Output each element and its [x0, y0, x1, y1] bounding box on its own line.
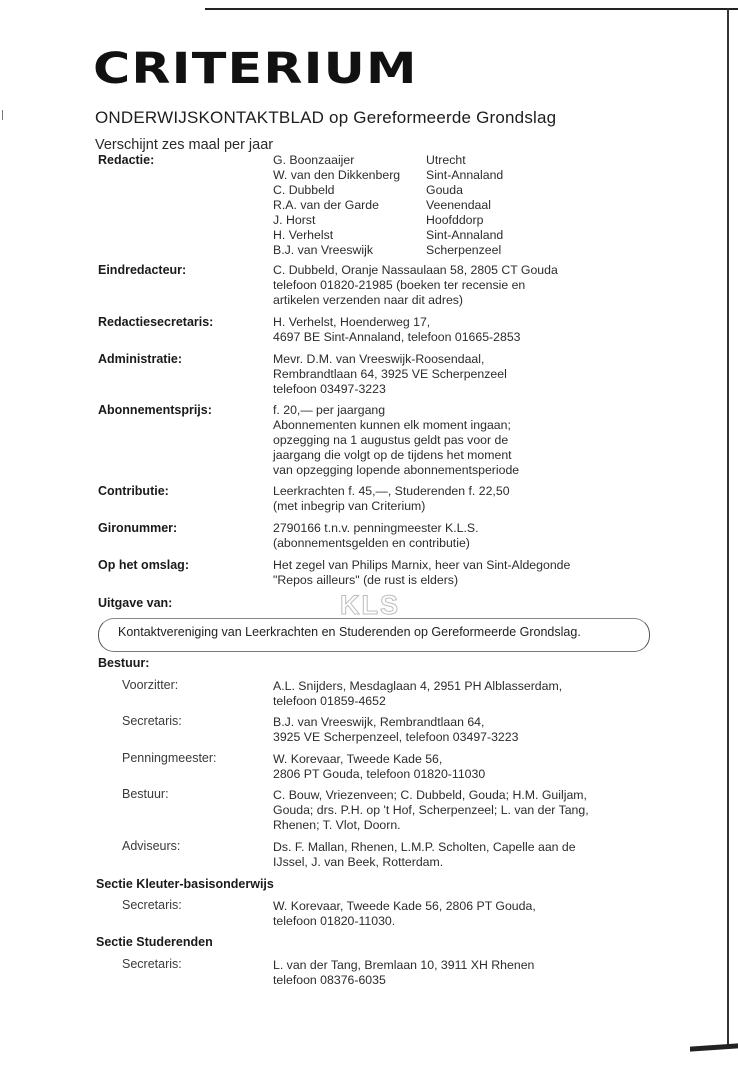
sectie-kleuter-role: Secretaris: — [122, 898, 182, 912]
text-line: IJssel, J. van Beek, Rotterdam. — [273, 855, 444, 869]
sectie-studerenden-heading: Sectie Studerenden — [96, 935, 213, 949]
eindredacteur-value — [273, 263, 558, 308]
gironummer-value — [273, 521, 479, 551]
redactie-name: H. Verhelst — [273, 228, 334, 242]
adviseurs-label: Adviseurs: — [122, 839, 181, 853]
voorzitter-label: Voorzitter: — [122, 678, 179, 692]
redactiesecretaris-label: Redactiesecretaris: — [98, 315, 214, 329]
text-line: C. Bouw, Vriezenveen; C. Dubbeld, Gouda; H.M. Guiljam, — [273, 788, 587, 802]
text-line: (abonnementsgelden en contributie) — [273, 536, 470, 550]
redactie-city: Scherpenzeel — [426, 243, 502, 257]
text-line: van opzegging lopende abonnementsperiode — [273, 463, 520, 477]
omslag-label: Op het omslag: — [98, 558, 189, 572]
text-line: artikelen verzenden naar dit adres) — [273, 293, 464, 307]
text-line: f. 20,— per jaargang — [273, 403, 386, 417]
text-line: Het zegel van Philips Marnix, heer van Sint-Aldegonde — [273, 558, 571, 572]
secretaris-value — [273, 715, 518, 745]
bestuur-members-label: Bestuur: — [122, 787, 169, 801]
text-line: jaargang die volgt op de tijdens het moment — [273, 448, 512, 462]
penningmeester-value — [273, 752, 485, 782]
voorzitter-value — [273, 679, 562, 709]
redactie-name: C. Dubbeld — [273, 183, 335, 197]
text-line: A.L. Snijders, Mesdaglaan 4, 2951 PH Alblasserdam, — [273, 679, 563, 693]
text-line: W. Korevaar, Tweede Kade 56, 2806 PT Gouda, — [273, 899, 536, 913]
penningmeester-label: Penningmeester: — [122, 751, 217, 765]
abonnementsprijs-value — [273, 403, 519, 478]
redactie-name: J. Horst — [273, 213, 316, 227]
page-edge-right — [727, 8, 729, 1048]
adviseurs-value — [273, 840, 576, 870]
text-line: Rhenen; T. Vlot, Doorn. — [273, 818, 401, 832]
publisher-name: Kontaktvereniging van Leerkrachten en Studerenden op Gereformeerde Grondslag. — [118, 625, 581, 639]
redactie-name: B.J. van Vreeswijk — [273, 243, 374, 257]
bestuur-heading: Bestuur: — [98, 656, 150, 670]
text-line: Rembrandtlaan 64, 3925 VE Scherpenzeel — [273, 367, 507, 381]
masthead-subtitle: ONDERWIJSKONTAKTBLAD op Gereformeerde Grondslag — [95, 108, 557, 127]
gironummer-label: Gironummer: — [98, 521, 178, 535]
redactie-city: Sint-Annaland — [426, 228, 504, 242]
text-line: C. Dubbeld, Oranje Nassaulaan 58, 2805 CT Gouda — [273, 263, 558, 277]
text-line: (met inbegrip van Criterium) — [273, 499, 426, 513]
kls-logo-text: KLS — [340, 590, 400, 620]
publication-frequency: Verschijnt zes maal per jaar — [95, 137, 274, 153]
page-edge-corner — [690, 1043, 738, 1051]
redactie-names — [273, 153, 400, 258]
text-line: Mevr. D.M. van Vreeswijk-Roosendaal, — [273, 352, 485, 366]
contributie-label: Contributie: — [98, 484, 169, 498]
margin-mark — [2, 110, 3, 120]
text-line: 4697 BE Sint-Annaland, telefoon 01665-2853 — [273, 330, 521, 344]
redactie-city: Sint-Annaland — [426, 168, 504, 182]
redactie-city: Hoofddorp — [426, 213, 484, 227]
redactie-name: G. Boonzaaijer — [273, 153, 355, 167]
text-line: 2806 PT Gouda, telefoon 01820-11030 — [273, 767, 486, 781]
omslag-value — [273, 558, 570, 588]
kls-logo — [331, 590, 409, 620]
sectie-kleuter-heading: Sectie Kleuter-basisonderwijs — [96, 877, 274, 891]
text-line: B.J. van Vreeswijk, Rembrandtlaan 64, — [273, 715, 485, 729]
bestuur-members-value — [273, 788, 589, 833]
text-line: opzegging na 1 augustus geldt pas voor de — [273, 433, 509, 447]
text-line: 2790166 t.n.v. penningmeester K.L.S. — [273, 521, 479, 535]
text-line: Ds. F. Mallan, Rhenen, L.M.P. Scholten, Capelle aan de — [273, 840, 576, 854]
text-line: telefoon 08376-6035 — [273, 973, 386, 987]
text-line: telefoon 01820-21985 (boeken ter recensie en — [273, 278, 526, 292]
text-line: L. van der Tang, Bremlaan 10, 3911 XH Rhenen — [273, 958, 535, 972]
redactie-cities — [426, 153, 503, 258]
text-line: H. Verhelst, Hoenderweg 17, — [273, 315, 431, 329]
masthead-title: CRITERIUM — [93, 44, 418, 94]
text-line: telefoon 01820-11030. — [273, 914, 396, 928]
redactie-name: R.A. van der Garde — [273, 198, 379, 212]
text-line: Abonnementen kunnen elk moment ingaan; — [273, 418, 511, 432]
text-line: telefoon 01859-4652 — [273, 694, 386, 708]
sectie-kleuter-value — [273, 899, 536, 929]
redactie-label: Redactie: — [98, 153, 155, 167]
abonnementsprijs-label: Abonnementsprijs: — [98, 403, 212, 417]
redactie-city: Veenendaal — [426, 198, 491, 212]
text-line: Leerkrachten f. 45,—, Studerenden f. 22,50 — [273, 484, 510, 498]
sectie-studerenden-role: Secretaris: — [122, 957, 182, 971]
contributie-value — [273, 484, 510, 514]
text-line: "Repos ailleurs" (de rust is elders) — [273, 573, 459, 587]
administratie-value — [273, 352, 507, 397]
redactie-city: Gouda — [426, 183, 463, 197]
sectie-studerenden-value — [273, 958, 534, 988]
text-line: W. Korevaar, Tweede Kade 56, — [273, 752, 443, 766]
secretaris-label: Secretaris: — [122, 714, 182, 728]
text-line: 3925 VE Scherpenzeel, telefoon 03497-3223 — [273, 730, 519, 744]
eindredacteur-label: Eindredacteur: — [98, 263, 187, 277]
administratie-label: Administratie: — [98, 352, 183, 366]
redactie-city: Utrecht — [426, 153, 466, 167]
text-line: telefoon 03497-3223 — [273, 382, 386, 396]
uitgave-label: Uitgave van: — [98, 596, 173, 610]
page-edge-top — [205, 8, 738, 10]
redactiesecretaris-value — [273, 315, 521, 345]
redactie-name: W. van den Dikkenberg — [273, 168, 401, 182]
text-line: Gouda; drs. P.H. op 't Hof, Scherpenzeel; L. van der Tang, — [273, 803, 589, 817]
